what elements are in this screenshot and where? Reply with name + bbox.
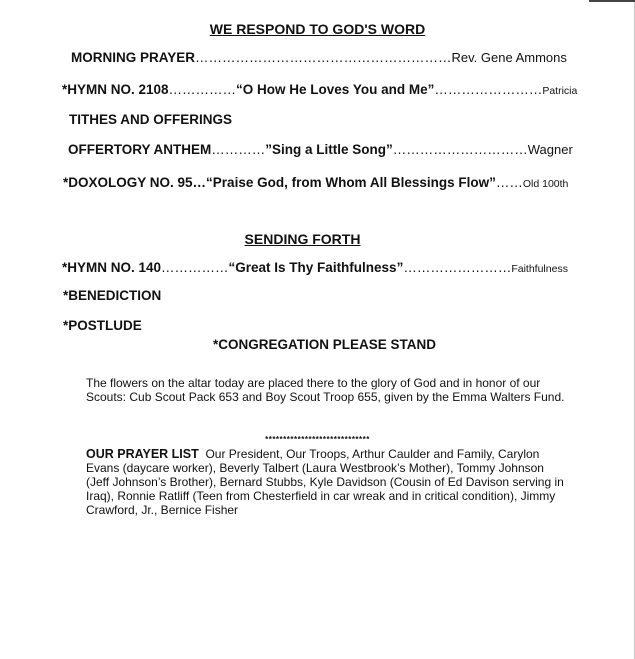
morning-prayer-row — [71, 50, 567, 65]
prayer-list — [86, 447, 564, 517]
doxology-label: *DOXOLOGY NO. 95… — [63, 175, 207, 190]
benediction-label: *BENEDICTION — [63, 288, 162, 303]
leader-dots: …… — [495, 175, 523, 190]
hymn-140-title: “Great Is Thy Faithfulness” — [228, 260, 404, 275]
hymn-140-tune: Faithfulness — [511, 263, 568, 275]
leader-dots: …………………… — [434, 82, 543, 97]
flowers-note: The flowers on the altar today are placed there to the glory of God and in honor of our Scouts: Cub Scout Pack 653 and Boy Scout Troop 655, given by the Emma Walters Fund. — [86, 376, 565, 404]
leader-dots: …………… — [168, 82, 237, 97]
leader-dots: ………………………………………………… — [195, 50, 452, 65]
doxology-title: “Praise God, from Whom All Blessings Flow” — [206, 175, 496, 190]
doxology-tune: Old 100th — [522, 178, 569, 190]
anthem-label: OFFERTORY ANTHEM — [68, 142, 212, 157]
scan-top-mark — [589, 0, 635, 2]
leader-dots: ………………………… — [392, 142, 528, 157]
sending-heading: SENDING FORTH — [244, 231, 361, 247]
anthem-composer: Wagner — [527, 142, 573, 157]
prayer-list-heading: OUR PRAYER LIST — [86, 447, 199, 461]
hymn-2108-tune: Patricia — [542, 85, 578, 97]
postlude-row — [63, 318, 142, 333]
prayer-list-text: Our President, Our Troops, Arthur Caulder and Family, Carylon Evans (daycare worker), Beverly Talbert (Laura Westbrook’s Mother), Tommy Johnson (Jeff Johnson’s Brother), Bernard Stubbs, Kyle Davidson (Cousin of Ed Davison serving in Iraq), Ronnie Ratliff (Teen from Chesterfield in car wreak and in critical condition), Jimmy Crawford, Jr., Bernice Fisher — [86, 447, 564, 517]
morning-prayer-label: MORNING PRAYER — [71, 50, 196, 65]
leader-dots: …………………… — [403, 260, 512, 275]
anthem-row — [68, 142, 573, 157]
respond-heading: WE RESPOND TO GOD'S WORD — [209, 21, 426, 37]
leader-dots: ………… — [211, 142, 266, 157]
hymn-140-label: *HYMN NO. 140 — [62, 260, 162, 275]
congregation-stand-note: *CONGREGATION PLEASE STAND — [213, 337, 437, 352]
hymn-140-row — [62, 260, 568, 275]
star-separator: ***************************** — [265, 435, 370, 444]
leader-dots: …………… — [161, 260, 229, 275]
doxology-row — [63, 175, 568, 190]
postlude-label: *POSTLUDE — [63, 318, 142, 333]
benediction-row — [63, 288, 161, 303]
hymn-2108-label: *HYMN NO. 2108 — [62, 82, 169, 97]
hymn-2108-row — [62, 82, 577, 97]
morning-prayer-leader: Rev. Gene Ammons — [451, 50, 567, 65]
anthem-title: ”Sing a Little Song” — [265, 142, 393, 157]
hymn-2108-title: “O How He Loves You and Me” — [236, 82, 435, 97]
tithes-label: TITHES AND OFFERINGS — [69, 112, 233, 127]
tithes-row — [69, 112, 232, 127]
